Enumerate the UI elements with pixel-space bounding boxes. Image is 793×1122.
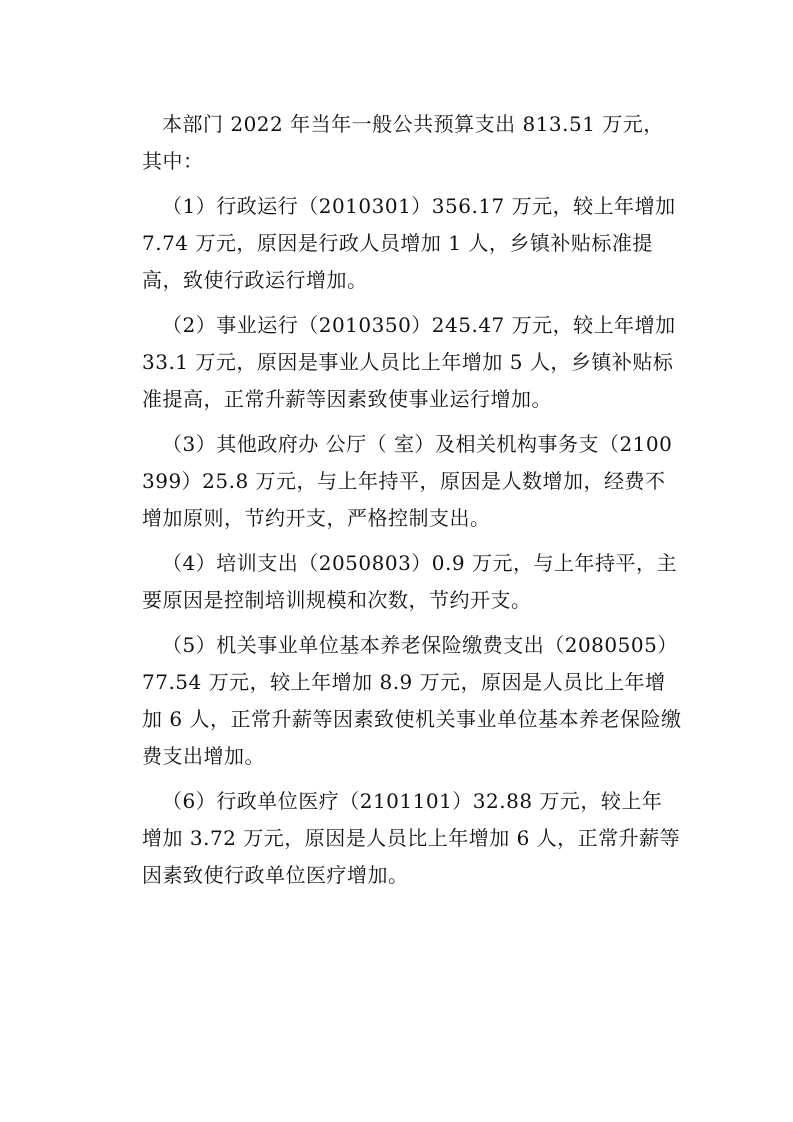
body-text <box>142 106 682 902</box>
paragraph-item-5: （5）机关事业单位基本养老保险缴费支出（2080505）77.54 万元，较上年增加 8.9 万元，原因是人员比上年增加 6 人，正常升薪等因素致使机关事业单位基本养老保险缴费支出增加。 <box>142 633 682 768</box>
paragraph-item-2: （2）事业运行（2010350）245.47 万元，较上年增加 33.1 万元，原因是事业人员比上年增加 5 人，乡镇补贴标准提高，正常升薪等因素致使事业运行增加。 <box>142 313 676 411</box>
paragraph-item-1: （1）行政运行（2010301）356.17 万元，较上年增加 7.74 万元，原因是行政人员增加 1 人，乡镇补贴标准提高，致使行政运行增加。 <box>142 194 676 292</box>
paragraph-item-3: （3）其他政府办 公厅（ 室）及相关机构事务支（2100399）25.8 万元，与上年持平，原因是人数增加，经费不增加原则，节约开支，严格控制支出。 <box>142 432 673 530</box>
paragraph-item-4: （4）培训支出（2050803）0.9 万元，与上年持平，主要原因是控制培训规模和次数，节约开支。 <box>142 551 677 612</box>
paragraph-intro: 本部门 2022 年当年一般公共预算支出 813.51 万元，其中： <box>142 112 664 173</box>
paragraph-item-6: （6）行政单位医疗（2101101）32.88 万元，较上年增加 3.72 万元，原因是人员比上年增加 6 人，正常升薪等因素致使行政单位医疗增加。 <box>142 789 681 887</box>
